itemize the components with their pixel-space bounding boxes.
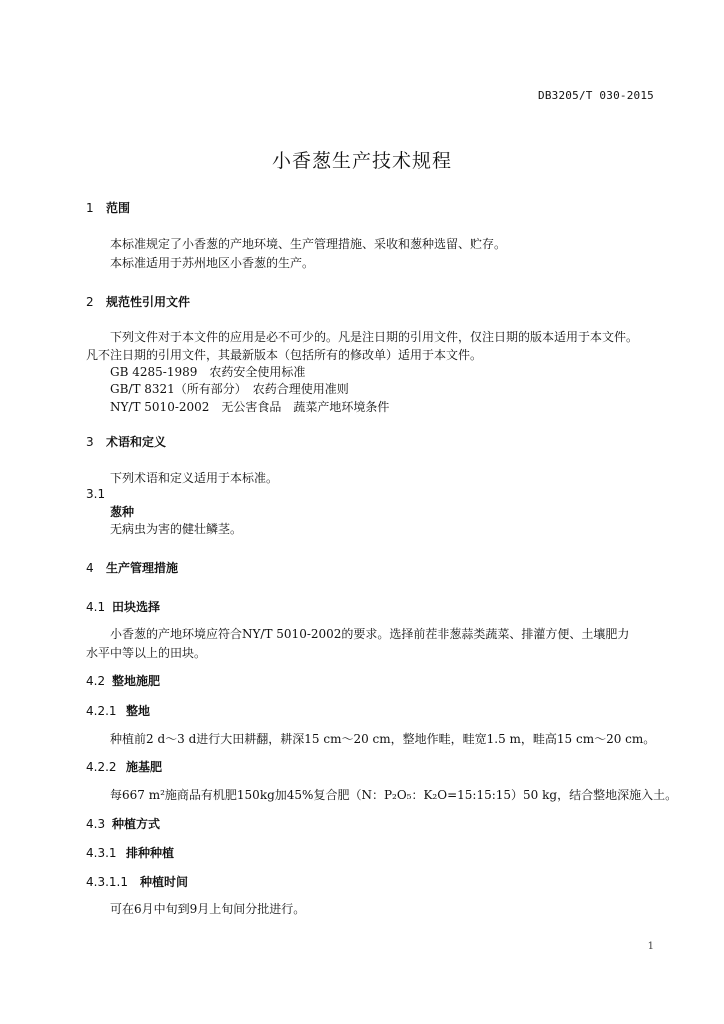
paragraph-continued: 凡不注日期的引用文件，其最新版本（包括所有的修改单）适用于本文件。 [86,348,483,362]
subsection-4-2-heading [86,672,160,689]
paragraph: 本标准适用于苏州地区小香葱的生产。 [110,256,315,270]
section-4-heading [86,559,178,576]
section-number: 4.2 [86,674,106,688]
reference-item: NY/T 5010-2002 无公害食品 蔬菜产地环境条件 [110,400,390,414]
section-title: 种植方式 [112,817,161,831]
subsection-4-3-1-heading [86,844,174,861]
subsection-4-2-1-heading [86,702,150,719]
document-title: 小香葱生产技术规程 [271,150,452,172]
section-2-heading [86,293,190,310]
standard-code: DB3205/T 030-2015 [538,89,654,102]
section-title: 规范性引用文件 [106,295,191,309]
section-number: 1 [86,201,94,215]
subsection-4-3-1-1-heading [86,873,188,890]
section-title: 整地 [126,704,151,718]
section-3-heading [86,433,166,450]
section-number: 4.2.1 [86,704,117,718]
reference-item: GB 4285-1989 农药安全使用标准 [110,365,306,379]
paragraph: 下列文件对于本文件的应用是必不可少的。凡是注日期的引用文件，仅注日期的版本适用于本文件。 [110,330,639,344]
section-number: 2 [86,295,94,309]
section-title: 术语和定义 [106,435,167,449]
paragraph: 小香葱的产地环境应符合NY/T 5010-2002的要求。选择前茬非葱蒜类蔬菜、排灌方便、土壤肥力 [110,627,630,641]
paragraph: 下列术语和定义适用于本标准。 [110,471,279,485]
reference-item: GB/T 8321（所有部分） 农药合理使用准则 [110,382,349,396]
paragraph: 每667 m²施商品有机肥150kg加45%复合肥（N：P₂O₅：K₂O=15:15:15）50 kg，结合整地深施入土。 [110,788,678,802]
section-title: 施基肥 [126,760,163,774]
paragraph: 种植前2 d～3 d进行大田耕翻，耕深15 cm～20 cm，整地作畦，畦宽1.5 m，畦高15 cm～20 cm。 [110,732,656,746]
paragraph-continued: 水平中等以上的田块。 [86,646,207,660]
paragraph: 可在6月中旬到9月上旬间分批进行。 [110,902,306,916]
section-number: 4.3.1 [86,846,117,860]
subsection-4-2-2-heading [86,758,162,775]
section-title: 排种种植 [126,846,175,860]
section-number: 3 [86,435,94,449]
page-number: 1 [647,941,654,952]
subsection-4-1-heading [86,598,160,615]
paragraph: 本标准规定了小香葱的产地环境、生产管理措施、采收和葱种选留、贮存。 [110,237,507,251]
section-number: 4 [86,561,94,575]
section-title: 生产管理措施 [106,561,179,575]
section-title: 范围 [106,201,131,215]
section-title: 整地施肥 [112,674,161,688]
term-name: 葱种 [110,505,135,519]
section-number: 4.1 [86,600,106,614]
term-definition: 无病虫为害的健壮鳞茎。 [110,522,243,536]
section-number: 4.3 [86,817,106,831]
section-title: 种植时间 [140,875,189,889]
section-1-heading [86,199,130,216]
section-title: 田块选择 [112,600,161,614]
subsection-4-3-heading [86,815,160,832]
term-number: 3.1 [86,487,106,501]
section-number: 4.2.2 [86,760,117,774]
section-number: 4.3.1.1 [86,875,128,889]
